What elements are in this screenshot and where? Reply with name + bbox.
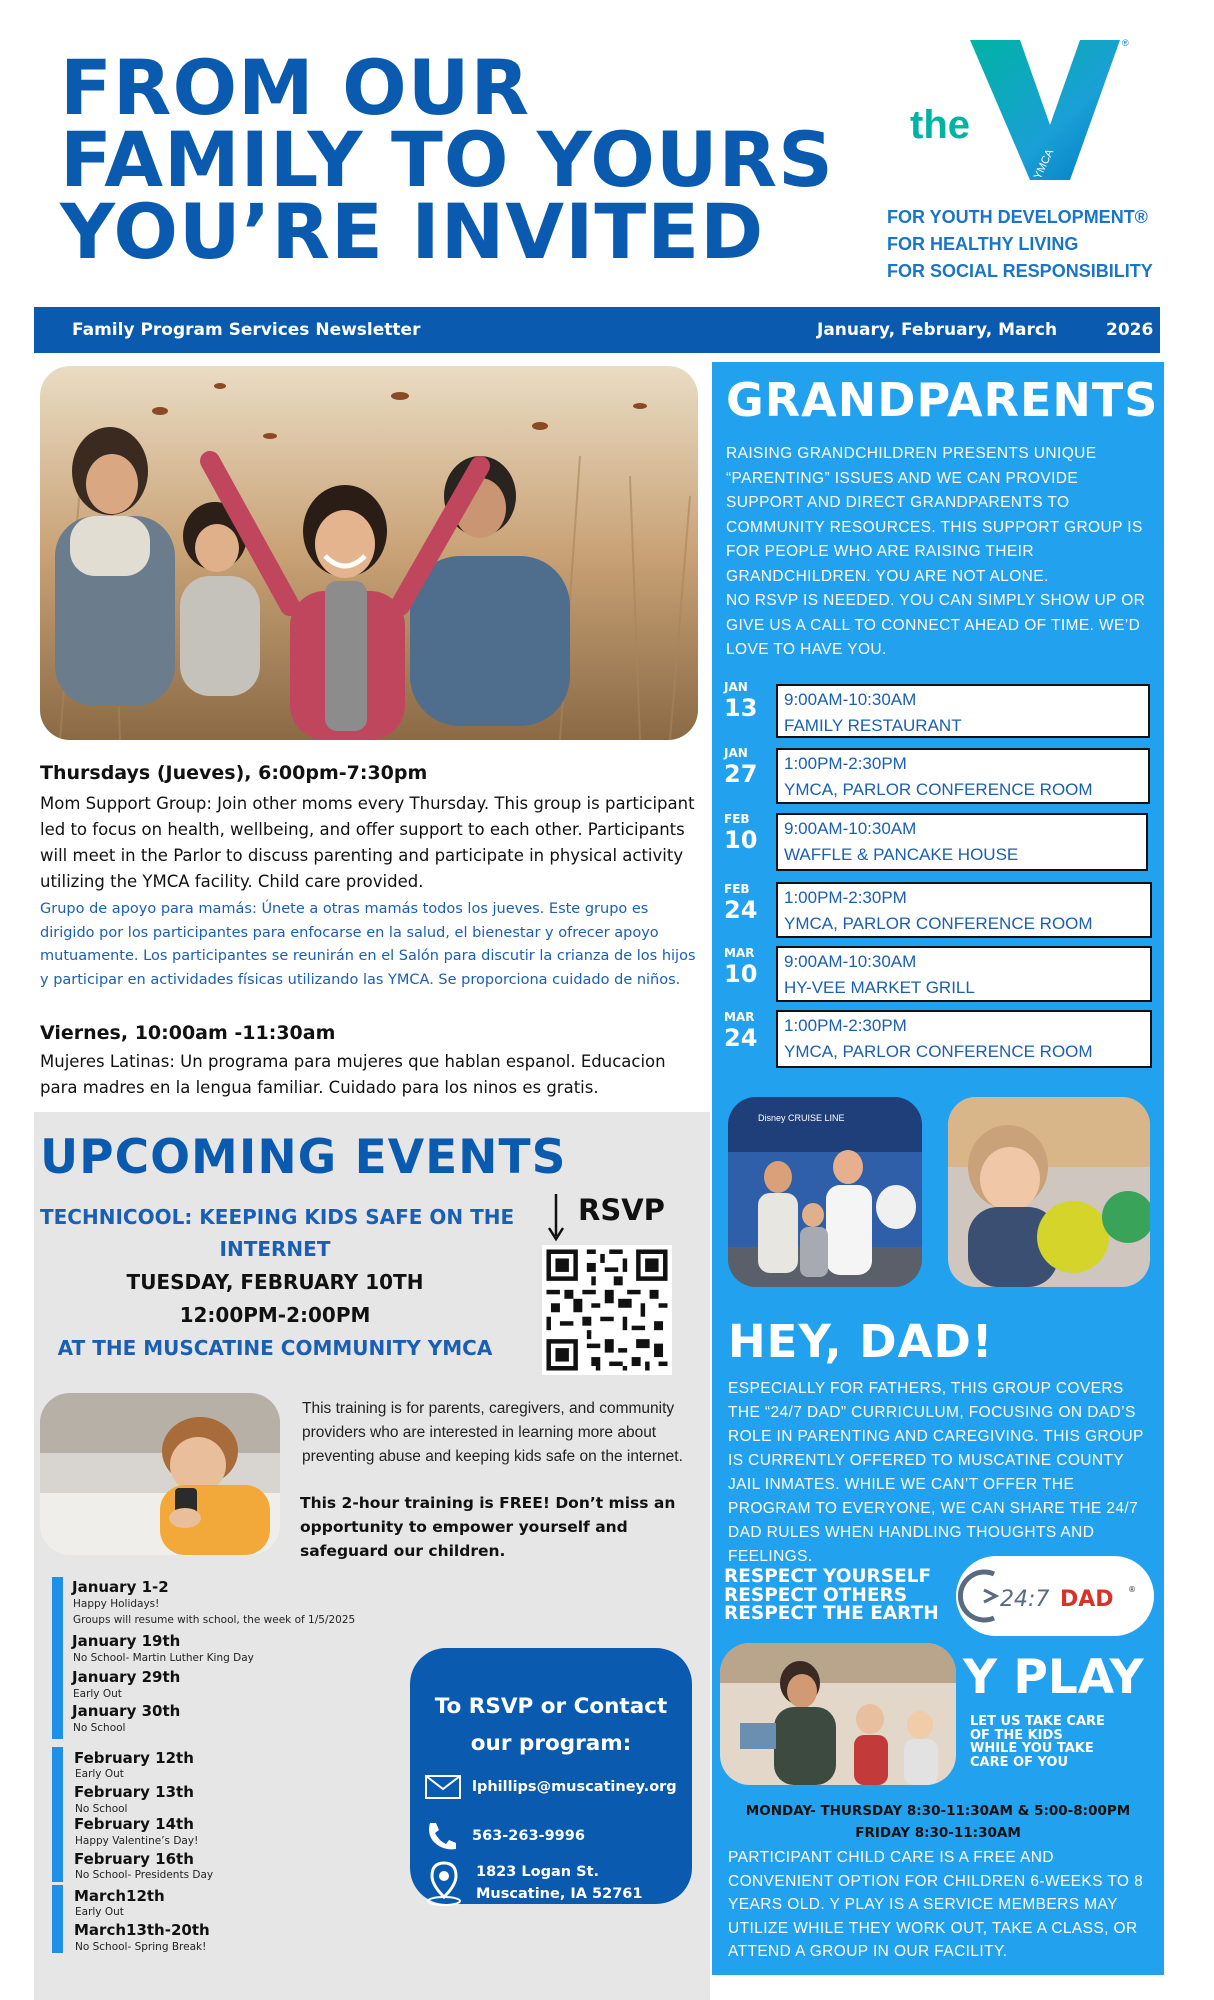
- calendar-bar-march: [52, 1885, 63, 1953]
- calendar-item-title: January 30th: [72, 1702, 181, 1720]
- grandparents-rsvp-note: NO RSVP IS NEEDED. YOU CAN SIMPLY SHOW UP OR GIVE US A CALL TO CONNECT AHEAD OF TIME. WE’D LOVE TO HAVE YOU.: [726, 592, 1146, 658]
- rsvp-qr-code[interactable]: [542, 1245, 672, 1375]
- yplay-caregiver-photo: [720, 1643, 956, 1785]
- tagline-youth: FOR YOUTH DEVELOPMENT®: [887, 207, 1148, 227]
- respect-others: RESPECT OTHERS: [724, 1584, 908, 1606]
- session-day: 10: [724, 960, 758, 988]
- calendar-item-note: Happy Valentine’s Day!: [75, 1835, 199, 1847]
- contact-address-line-2: Muscatine, IA 52761: [476, 1886, 643, 1902]
- calendar-item-note: Groups will resume with school, the week of 1/5/2025: [73, 1614, 356, 1626]
- logo-the-text: the: [910, 103, 970, 147]
- banner-newsletter-name: Family Program Services Newsletter: [72, 320, 421, 340]
- calendar-bar-january: [52, 1577, 63, 1739]
- session-place: FAMILY RESTAURANT: [784, 716, 962, 735]
- calendar-item-title: January 1-2: [72, 1578, 169, 1596]
- session-day: 27: [724, 760, 758, 788]
- event-location: AT THE MUSCATINE COMMUNITY YMCA: [57, 1336, 493, 1360]
- yplay-subtitle-line: OF THE KIDS: [970, 1727, 1063, 1743]
- session-slot: [776, 882, 1152, 938]
- yplay-text: PARTICIPANT CHILD CARE IS A FREE AND CONVENIENT OPTION FOR CHILDREN 6-WEEKS TO 8 YEARS OLD. Y PLAY IS A SERVICE MEMBERS MAY UTILIZE WHILE THEY WORK OUT, TAKE A CLASS, OR ATTEND A GROUP IN OUR FACILITY.: [728, 1849, 1144, 1960]
- svg-text:®: ®: [1122, 38, 1129, 48]
- calendar-item-note: Early Out: [75, 1906, 124, 1918]
- mom-group-heading: Thursdays (Jueves), 6:00pm-7:30pm: [40, 762, 428, 784]
- session-slot: [776, 1010, 1152, 1068]
- contact-heading-line-1: To RSVP or Contact: [434, 1694, 668, 1719]
- newsletter-headline: [60, 43, 880, 276]
- calendar-item-note: Early Out: [75, 1768, 124, 1780]
- boy-with-phone-photo: [40, 1393, 280, 1555]
- session-slot: [776, 684, 1150, 738]
- toddler-with-ball-photo: [948, 1097, 1150, 1287]
- session-time: 1:00PM-2:30PM: [784, 754, 907, 773]
- tagline-health: FOR HEALTHY LIVING: [887, 234, 1079, 254]
- yplay-hours-weekday: MONDAY- THURSDAY 8:30-11:30AM & 5:00-8:00PM: [745, 1803, 1131, 1819]
- hey-dad-title: HEY, DAD!: [728, 1315, 994, 1368]
- calendar-item-note: No School: [73, 1722, 126, 1734]
- event-title-line-1: TECHNICOOL: KEEPING KIDS SAFE ON THE: [40, 1205, 515, 1229]
- hey-dad-text: ESPECIALLY FOR FATHERS, THIS GROUP COVERS THE “24/7 DAD” CURRICULUM, FOCUSING ON DAD’S ROLE IN PARENTING AND CAREGIVING. THIS GROUP IS CURRENTLY OFFERED TO MUSCATINE COUNTY JAIL INMATES. WHILE WE CAN’T OFFER THE PROGRAM TO EVERYONE, WE CAN SHARE THE 24/7 DAD RULES WHEN HANDLING THOUGHTS AND FEELINGS.: [728, 1380, 1144, 1565]
- session-place: WAFFLE & PANCAKE HOUSE: [784, 845, 1019, 864]
- logo-registered-mark: ®: [1128, 1585, 1136, 1594]
- family-photo: [40, 366, 698, 740]
- session-month: FEB: [724, 812, 750, 826]
- training-description: This training is for parents, caregivers, and community providers who are interested in learning more about preventing abuse and keeping kids safe on the internet.: [302, 1400, 683, 1465]
- session-day: 13: [724, 694, 758, 722]
- session-time: 9:00AM-10:30AM: [784, 819, 917, 838]
- session-day: 24: [724, 1024, 758, 1052]
- event-time: 12:00PM-2:00PM: [179, 1303, 371, 1327]
- logo-ymca-text: YMCA: [1031, 147, 1057, 182]
- calendar-item-title: March13th-20th: [74, 1921, 210, 1939]
- session-time: 1:00PM-2:30PM: [784, 1016, 907, 1035]
- 247-dad-logo: [956, 1556, 1154, 1636]
- calendar-item-note: No School: [75, 1803, 128, 1815]
- calendar-item-title: February 16th: [74, 1850, 194, 1868]
- yplay-subtitle-line: CARE OF YOU: [970, 1754, 1069, 1770]
- ymca-taglines: [887, 204, 1187, 285]
- grandparents-text: RAISING GRANDCHILDREN PRESENTS UNIQUE “PARENTING” ISSUES AND WE CAN PROVIDE SUPPORT AND DIRECT GRANDPARENTS TO COMMUNITY RESOURCES. THIS SUPPORT GROUP IS FOR PEOPLE WHO ARE RAISING THEIR GRANDCHILDREN. YOU ARE NOT ALONE.: [726, 445, 1143, 585]
- calendar-item-note: No School- Spring Break!: [75, 1941, 207, 1953]
- session-date: [724, 746, 757, 788]
- headline-line-1: FROM OUR: [60, 43, 530, 132]
- logo-dad-text: DAD: [1060, 1587, 1114, 1612]
- upcoming-events-title: UPCOMING EVENTS: [40, 1130, 567, 1185]
- calendar-item-note: Happy Holidays!: [73, 1598, 160, 1610]
- session-month: MAR: [724, 1010, 755, 1024]
- rsvp-label: RSVP: [578, 1193, 665, 1227]
- session-day: 10: [724, 826, 758, 854]
- session-month: JAN: [724, 680, 748, 694]
- newsletter-banner: [34, 307, 1160, 353]
- logo-247-text: 24:7: [1000, 1587, 1050, 1612]
- yplay-title: Y PLAY: [963, 1650, 1144, 1705]
- respect-earth: RESPECT THE EARTH: [724, 1603, 939, 1624]
- latinas-heading: Viernes, 10:00am -11:30am: [40, 1022, 336, 1044]
- session-month: MAR: [724, 946, 755, 960]
- phone-icon: [424, 1820, 462, 1852]
- ymca-logo: [900, 30, 1140, 200]
- session-day: 24: [724, 896, 758, 924]
- session-place: HY-VEE MARKET GRILL: [784, 978, 975, 997]
- dad-respect-rules: [724, 1568, 939, 1624]
- session-slot: [776, 946, 1152, 1002]
- session-place: YMCA, PARLOR CONFERENCE ROOM: [784, 914, 1093, 933]
- headline-line-3: YOU’RE INVITED: [60, 187, 765, 276]
- envelope-icon: [424, 1772, 462, 1802]
- cruise-sign-text: Disney CRUISE LINE: [758, 1113, 845, 1123]
- contact-heading-line-2: our program:: [470, 1731, 632, 1756]
- yplay-subtitle: [970, 1715, 1105, 1769]
- contact-card: [410, 1648, 692, 1904]
- banner-year: 2026: [1106, 320, 1154, 340]
- session-place: YMCA, PARLOR CONFERENCE ROOM: [784, 780, 1093, 799]
- location-pin-icon: [424, 1861, 464, 1907]
- session-month: FEB: [724, 882, 750, 896]
- yplay-hours-friday: FRIDAY 8:30-11:30AM: [855, 1825, 1021, 1841]
- session-time: 9:00AM-10:30AM: [784, 690, 917, 709]
- headline-line-2: FAMILY TO YOURS: [60, 115, 834, 204]
- yplay-subtitle-line: WHILE YOU TAKE: [970, 1741, 1094, 1756]
- yplay-subtitle-line: LET US TAKE CARE: [970, 1714, 1105, 1729]
- contact-email[interactable]: lphillips@muscatiney.org: [472, 1779, 677, 1795]
- arrow-down-icon: [546, 1192, 566, 1242]
- event-date: TUESDAY, FEBRUARY 10TH: [126, 1270, 424, 1294]
- calendar-item-title: January 29th: [72, 1668, 181, 1686]
- mom-group-text: Mom Support Group: Join other moms every Thursday. This group is participant led to focus on health, wellbeing, and offer support to each other. Participants will meet in the Parlor to discuss parenting and participate in physical activity utilizing the YMCA facility. Child care provided.: [40, 794, 695, 891]
- training-free-note: This 2-hour training is FREE! Don’t miss an opportunity to empower yourself and safeguard our children.: [300, 1494, 676, 1560]
- calendar-bar-february: [52, 1747, 63, 1882]
- cruise-family-photo: [728, 1097, 922, 1287]
- event-title-line-2: INTERNET: [219, 1237, 331, 1261]
- contact-address-line-1: 1823 Logan St.: [476, 1864, 600, 1880]
- tagline-social: FOR SOCIAL RESPONSIBILITY: [887, 261, 1153, 281]
- calendar-item-note: No School- Presidents Day: [75, 1869, 214, 1881]
- session-month: JAN: [724, 746, 748, 760]
- session-date: [724, 882, 757, 924]
- session-date: [724, 680, 757, 722]
- contact-email-row[interactable]: [424, 1772, 677, 1804]
- calendar-item-note: No School- Martin Luther King Day: [73, 1652, 254, 1664]
- session-place: YMCA, PARLOR CONFERENCE ROOM: [784, 1042, 1093, 1061]
- mom-group-text-spanish: Grupo de apoyo para mamás: Únete a otras mamás todos los jueves. Este grupo es dirigido por los participantes para enfocarse en la salud, el bienestar y ofrecer apoyo mutuamente. Los participantes se reunirán en el Salón para discutir la crianza de los hijos y participar en actividades físicas utilizando las YMCA. Se proporciona cuidado de niños.: [40, 901, 696, 988]
- session-slot: [776, 813, 1148, 871]
- calendar-item-title: February 12th: [74, 1749, 194, 1767]
- session-time: 9:00AM-10:30AM: [784, 952, 917, 971]
- contact-heading: [410, 1688, 692, 1762]
- banner-months: January, February, March: [817, 320, 1058, 340]
- session-time: 1:00PM-2:30PM: [784, 888, 907, 907]
- grandparents-title: GRANDPARENTS: [726, 373, 1159, 427]
- calendar-item-title: January 19th: [72, 1632, 181, 1650]
- session-slot: [776, 748, 1150, 804]
- contact-phone[interactable]: 563-263-9996: [472, 1828, 585, 1844]
- contact-phone-row[interactable]: [424, 1820, 585, 1852]
- calendar-item-title: February 14th: [74, 1815, 194, 1833]
- latinas-text: Mujeres Latinas: Un programa para mujeres que hablan espanol. Educacion para madres en la lengua familiar. Cuidado para los ninos es gratis.: [40, 1052, 666, 1097]
- session-date: [724, 1010, 757, 1052]
- session-date: [724, 812, 757, 854]
- contact-address-row: [424, 1861, 643, 1907]
- calendar-item-title: February 13th: [74, 1783, 194, 1801]
- calendar-item-note: Early Out: [73, 1688, 122, 1700]
- respect-yourself: RESPECT YOURSELF: [724, 1566, 932, 1587]
- calendar-item-title: March12th: [74, 1887, 165, 1905]
- session-date: [724, 946, 757, 988]
